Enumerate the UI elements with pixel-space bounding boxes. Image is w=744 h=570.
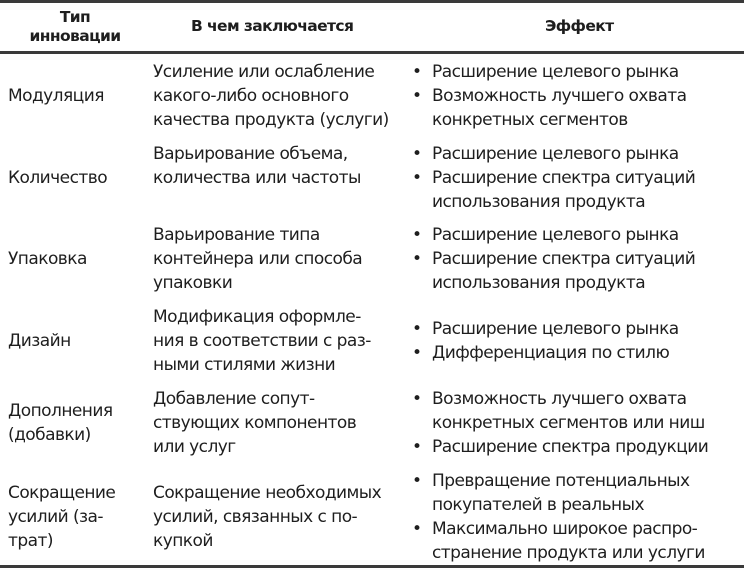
cell-line: ствующих компонентов bbox=[153, 413, 357, 433]
cell-line: покупателей в реальных bbox=[432, 495, 644, 515]
cell-line: конкретных сегментов bbox=[432, 110, 628, 130]
effect-item bbox=[410, 60, 744, 84]
cell-line: усилий (за- bbox=[8, 507, 103, 527]
cell-line: Расширение спектра ситуаций bbox=[432, 168, 696, 188]
cell-line: Дифференциация по стилю bbox=[432, 343, 670, 363]
cell-description bbox=[153, 223, 403, 295]
cell-effects bbox=[410, 223, 744, 295]
cell-line: (добавки) bbox=[8, 425, 91, 445]
cell-line: Модификация оформле- bbox=[153, 307, 361, 327]
cell-type bbox=[8, 84, 148, 108]
header-innovation-type bbox=[20, 8, 130, 46]
cell-line: Расширение целевого рынка bbox=[432, 62, 679, 82]
cell-effects bbox=[410, 469, 744, 565]
cell-line: Расширение целевого рынка bbox=[432, 319, 679, 339]
bullet-icon: • bbox=[412, 519, 422, 539]
cell-line: Добавление сопут- bbox=[153, 389, 315, 409]
effect-item bbox=[410, 223, 744, 247]
cell-line: Усиление или ослабление bbox=[153, 62, 375, 82]
cell-line: Возможность лучшего охвата bbox=[432, 389, 687, 409]
cell-line: Максимально широкое распро- bbox=[432, 519, 698, 539]
bullet-icon: • bbox=[412, 62, 422, 82]
bullet-icon: • bbox=[412, 144, 422, 164]
cell-line: ными стилями жизни bbox=[153, 355, 336, 375]
header-rule bbox=[0, 51, 744, 54]
effect-item bbox=[410, 142, 744, 166]
cell-line: какого-либо основного bbox=[153, 86, 349, 106]
cell-line: Варьирование объема, bbox=[153, 144, 348, 164]
bullet-icon: • bbox=[412, 343, 422, 363]
cell-line: Расширение спектра продукции bbox=[432, 437, 709, 457]
table-header bbox=[0, 3, 744, 51]
cell-description bbox=[153, 387, 403, 459]
cell-description bbox=[153, 305, 403, 377]
cell-line: странение продукта или услуги bbox=[432, 543, 705, 563]
bullet-icon: • bbox=[412, 471, 422, 491]
cell-type bbox=[8, 166, 148, 190]
cell-line: Сокращение bbox=[8, 483, 116, 503]
cell-line: усилий, связанных с по- bbox=[153, 507, 358, 527]
cell-effects bbox=[410, 317, 744, 365]
cell-line: упаковки bbox=[153, 273, 233, 293]
cell-line: конкретных сегментов или ниш bbox=[432, 413, 705, 433]
effect-item bbox=[410, 84, 744, 132]
header-line: инновации bbox=[29, 27, 121, 45]
effect-item bbox=[410, 317, 744, 341]
cell-type bbox=[8, 399, 148, 447]
bullet-icon: • bbox=[412, 86, 422, 106]
bullet-icon: • bbox=[412, 225, 422, 245]
cell-line: Сокращение необходимых bbox=[153, 483, 382, 503]
cell-type bbox=[8, 329, 148, 353]
effect-item bbox=[410, 435, 744, 459]
cell-line: Упаковка bbox=[8, 249, 87, 269]
cell-description bbox=[153, 481, 403, 553]
effect-item bbox=[410, 387, 744, 435]
bullet-icon: • bbox=[412, 249, 422, 269]
bullet-icon: • bbox=[412, 168, 422, 188]
cell-effects bbox=[410, 387, 744, 459]
cell-line: трат) bbox=[8, 531, 53, 551]
cell-line: количества или частоты bbox=[153, 168, 361, 188]
header-line: Тип bbox=[59, 8, 91, 26]
cell-line: ния в соответствии с раз- bbox=[153, 331, 371, 351]
effect-item bbox=[410, 517, 744, 565]
header-effect: Эффект bbox=[545, 17, 614, 35]
cell-line: Дизайн bbox=[8, 331, 71, 351]
cell-line: Дополнения bbox=[8, 401, 113, 421]
cell-line: качества продукта (услуги) bbox=[153, 110, 389, 130]
cell-line: Количество bbox=[8, 168, 108, 188]
cell-line: Превращение потенциальных bbox=[432, 471, 690, 491]
effect-item bbox=[410, 341, 744, 365]
cell-type bbox=[8, 247, 148, 271]
cell-line: Модуляция bbox=[8, 86, 104, 106]
effect-item bbox=[410, 247, 744, 295]
cell-line: использования продукта bbox=[432, 192, 646, 212]
table-bottom-rule bbox=[0, 565, 744, 568]
cell-line: или услуг bbox=[153, 437, 236, 457]
bullet-icon: • bbox=[412, 437, 422, 457]
cell-effects bbox=[410, 142, 744, 214]
cell-line: Варьирование типа bbox=[153, 225, 320, 245]
cell-line: Расширение спектра ситуаций bbox=[432, 249, 696, 269]
cell-line: купкой bbox=[153, 531, 213, 551]
bullet-icon: • bbox=[412, 319, 422, 339]
header-description: В чем заключается bbox=[191, 17, 354, 35]
cell-line: использования продукта bbox=[432, 273, 646, 293]
cell-effects bbox=[410, 60, 744, 132]
cell-line: Расширение целевого рынка bbox=[432, 225, 679, 245]
cell-line: Расширение целевого рынка bbox=[432, 144, 679, 164]
cell-line: контейнера или способа bbox=[153, 249, 363, 269]
cell-line: Возможность лучшего охвата bbox=[432, 86, 687, 106]
effect-item bbox=[410, 469, 744, 517]
cell-description bbox=[153, 142, 403, 190]
effect-item bbox=[410, 166, 744, 214]
bullet-icon: • bbox=[412, 389, 422, 409]
cell-description bbox=[153, 60, 403, 132]
cell-type bbox=[8, 481, 148, 553]
